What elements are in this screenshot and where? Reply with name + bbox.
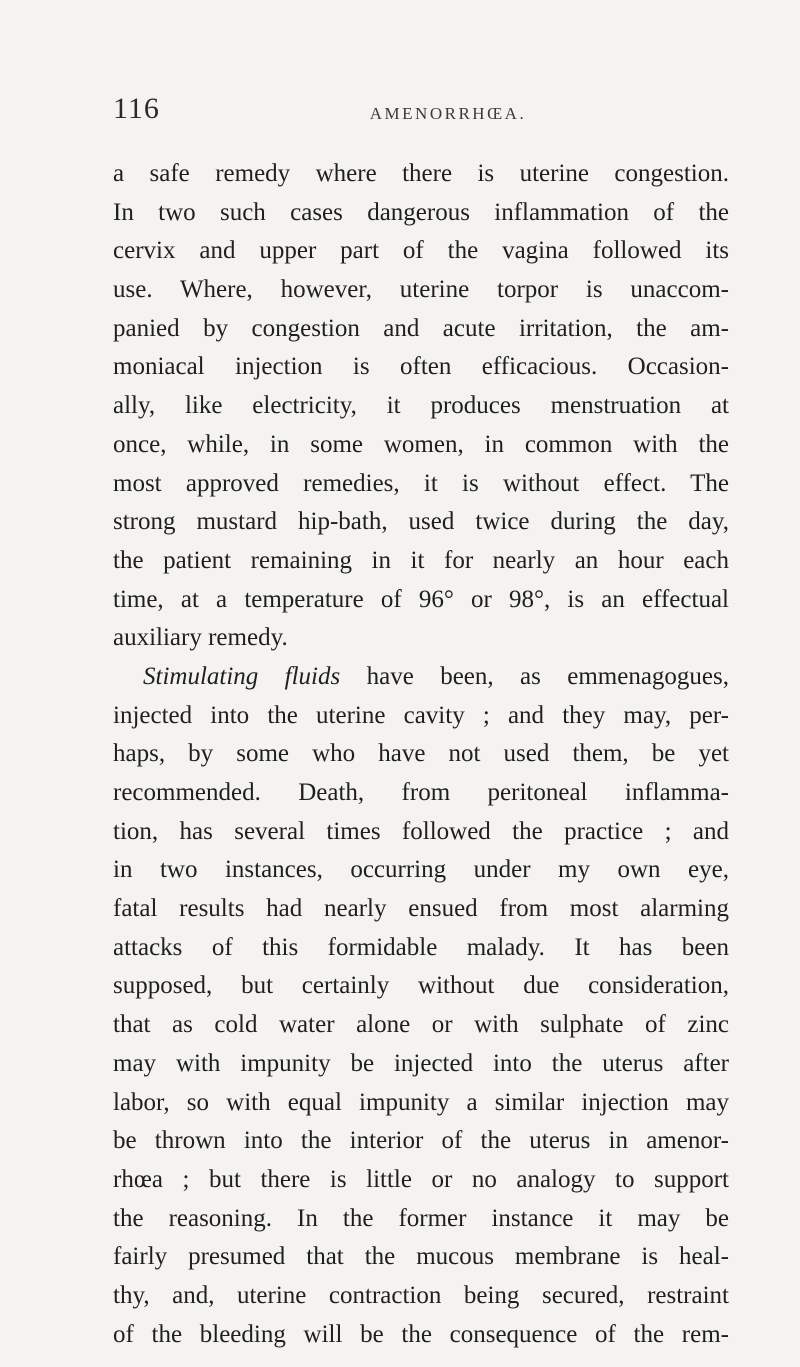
text-line: panied by congestion and acute irritation, the am- (113, 314, 729, 342)
text-line: supposed, but certainly without due consideration, (113, 972, 729, 1000)
text-line: that as cold water alone or with sulphate of zinc (113, 1011, 729, 1039)
page-number: 116 (113, 92, 160, 125)
text-line: the reasoning. In the former instance it may be (113, 1204, 729, 1232)
text-line: recommended. Death, from peritoneal inflamma- (113, 779, 729, 806)
text-line: may with impunity be injected into the uterus after (113, 1049, 729, 1077)
text-line: time, at a temperature of 96° or 98°, is an effectual (113, 585, 729, 613)
text-fragment: have been, as emmenagogues, (366, 662, 729, 690)
text-line: in two instances, occurring under my own eye, (113, 856, 729, 884)
text-line: fatal results had nearly ensued from most alarming (113, 895, 729, 923)
text-line: most approved remedies, it is without effect. The (113, 469, 729, 497)
text-line: attacks of this formidable malady. It has been (113, 933, 729, 961)
text-line: be thrown into the interior of the uterus in amenor- (113, 1127, 729, 1155)
text-line: a safe remedy where there is uterine congestion. (113, 160, 729, 187)
italic-term: Stimulating fluids (143, 662, 341, 690)
text-line: rhœa ; but there is little or no analogy to support (113, 1165, 729, 1193)
text-line: labor, so with equal impunity a similar injection may (113, 1088, 729, 1116)
text-line: tion, has several times followed the practice ; and (113, 817, 729, 845)
text-line: use. Where, however, uterine torpor is unaccom- (113, 276, 729, 304)
text-line: strong mustard hip-bath, used twice during the day, (113, 508, 729, 536)
page-header (113, 92, 725, 132)
text-line: once, while, in some women, in common with the (113, 430, 729, 458)
text-line: injected into the uterine cavity ; and they may, per- (113, 701, 729, 729)
text-line: auxiliary remedy. (113, 624, 288, 652)
text-line: of the bleeding will be the consequence of the rem- (113, 1320, 729, 1348)
body-text (113, 155, 729, 1354)
text-line: fairly presumed that the mucous membrane is heal- (113, 1243, 729, 1271)
text-line: haps, by some who have not used them, be yet (113, 740, 729, 768)
running-head: AMENORRHŒA. (369, 104, 527, 123)
text-line: In two such cases dangerous inflammation of the (113, 198, 729, 226)
text-line: moniacal injection is often efficacious. Occasion- (113, 353, 729, 381)
text-line: the patient remaining in it for nearly an hour each (113, 546, 729, 574)
text-line: thy, and, uterine contraction being secured, restraint (113, 1281, 729, 1309)
paragraph-opening-line (113, 658, 729, 697)
text-line: cervix and upper part of the vagina followed its (113, 237, 729, 265)
text-line: ally, like electricity, it produces menstruation at (113, 392, 729, 420)
